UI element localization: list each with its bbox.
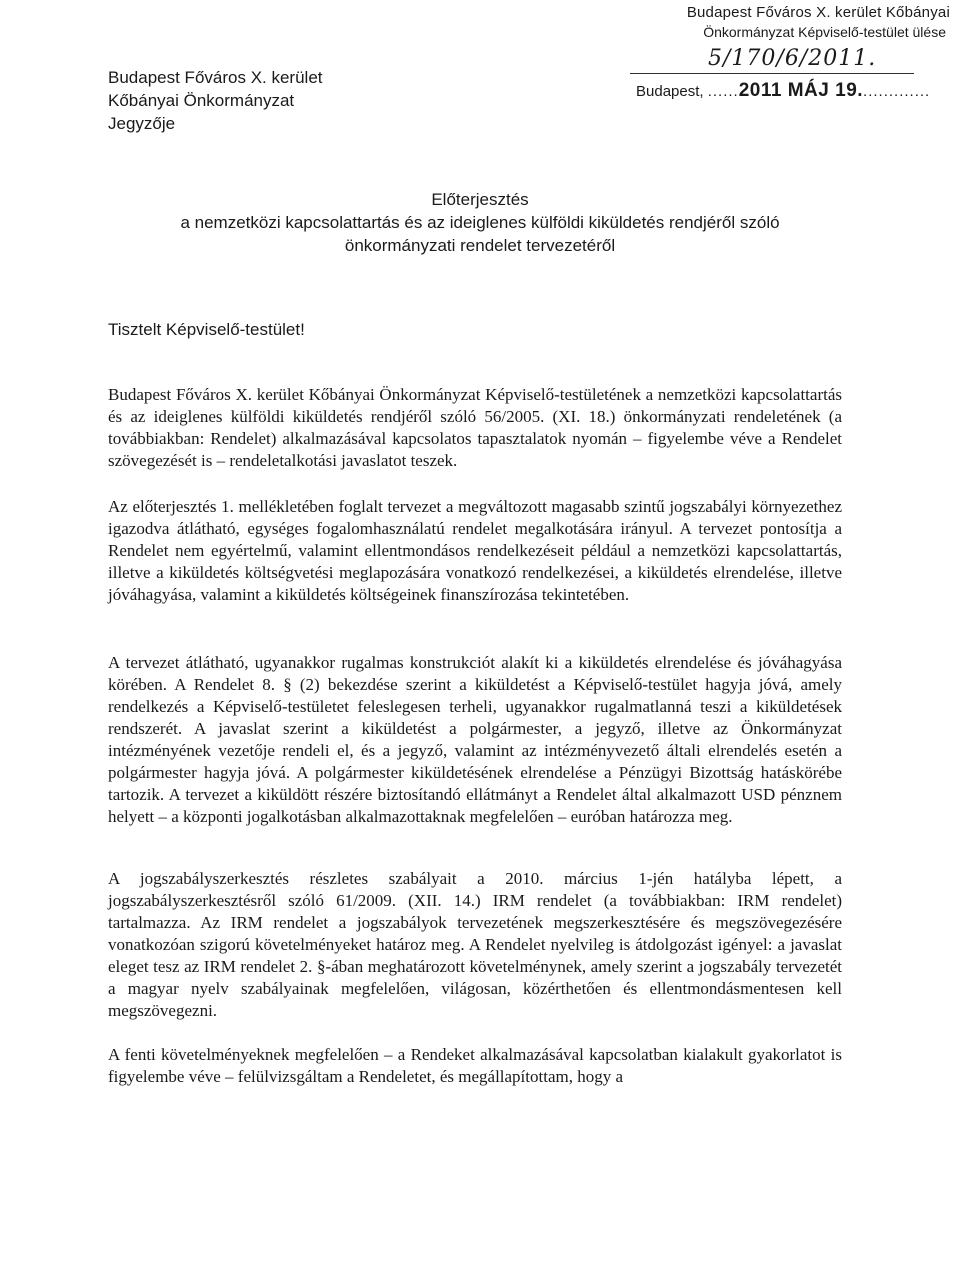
issuer-line-3: Jegyzője bbox=[108, 114, 176, 133]
document-subtitle-line-2: önkormányzati rendelet tervezetéről bbox=[344, 236, 616, 255]
body-paragraph: A fenti követelményeknek megfelelően – a Rendeket alkalmazásával kapcsolatban kialakult gyakorlatot is figyelembe véve – felülvizsgáltam a Rendeletet, és megállapítottam, hogy a bbox=[108, 1045, 842, 1086]
stamp-registration-field bbox=[630, 46, 914, 74]
issuer-block bbox=[108, 66, 428, 135]
stamp-registration-underline bbox=[630, 73, 914, 74]
stamp-date-leader: ...... bbox=[707, 83, 739, 100]
body-paragraph: Az előterjesztés 1. mellékletében foglalt tervezet a megváltozott magasabb szintű jogszabályi környezethez igazodva átlátható, egységes fogalomhasználatú rendelet megalkotására irányul. A tervezet pontosítja a Rendelet nem egyértelmű, valamint ellentmondásos rendelkezéseit például a nemzetközi kapcsolattartás, illetve a kiküldetés költségvetési meglapozására vonatkozó rendelkezései, a kiküldetés elrendelése, illetve jóváhagyása, valamint a kiküldetés költségeinek finanszírozása tekintetében. bbox=[108, 497, 842, 604]
document-subtitle-line-1: a nemzetközi kapcsolattartás és az ideiglenes külföldi kiküldetés rendjéről szóló bbox=[180, 213, 780, 232]
stamp-date-trailer: ............. bbox=[863, 83, 931, 100]
salutation: Tisztelt Képviselő-testület! bbox=[108, 320, 305, 339]
stamp-line-1: Budapest Főváros X. kerület Kőbányai bbox=[686, 4, 950, 21]
issuer-line-2: Kőbányai Önkormányzat bbox=[108, 91, 295, 110]
stamp-date: 2011 MÁJ 19. bbox=[738, 80, 864, 101]
stamp-date-prefix: Budapest, bbox=[636, 83, 708, 100]
body-paragraph: Budapest Főváros X. kerület Kőbányai Önkormányzat Képviselő-testületének a nemzetközi kapcsolattartás és az ideiglenes külföldi kiküldetés rendjéről szóló 56/2005. (XI. 18.) önkormányzati rendeletének (a továbbiakban: Rendelet) alkalmazásával kapcsolatos tapasztalatok nyomán – figyelembe véve a Rendelet szövegezését is – rendeletalkotási javaslatot teszek. bbox=[108, 385, 842, 470]
body-paragraph: A tervezet átlátható, ugyanakkor rugalmas konstrukciót alakít ki a kiküldetés elrendelése és jóváhagyása körében. A Rendelet 8. § (2) bekezdése szerint a kiküldetést a Képviselő-testület hagyja jóvá, amely rendelkezés a Képviselő-testületet feleslegesen terheli, ugyanakkor rugalmatlanná teszi a kiküldetések rendszerét. A javaslat szerint a kiküldetést a polgármester, a jegyző, illetve az Önkormányzat intézményének vezetője rendeli el, és a jegyző, valamint az intézményvezető általi elrendelés esetén a polgármester hagyja jóvá. A polgármester kiküldetésének elrendelése a Pénzügyi Bizottság hatáskörébe tartozik. A tervezet a kiküldött részére biztosítandó ellátmányt a Rendelet által alkalmazott USD pénznem helyett – a központi jogalkotásban alkalmazottaknak megfelelően – euróban határozza meg. bbox=[108, 653, 842, 826]
stamp-date-line bbox=[636, 80, 930, 102]
registration-stamp bbox=[630, 0, 956, 124]
issuer-line-1: Budapest Főváros X. kerület bbox=[108, 68, 323, 87]
document-title: Előterjesztés bbox=[431, 190, 529, 209]
stamp-line-2: Önkormányzat Képviselő-testület ülése bbox=[703, 24, 946, 40]
body-paragraph: A jogszabályszerkesztés részletes szabályait a 2010. március 1-jén hatályba lépett, a jogszabályszerkesztésről szóló 61/2009. (XII. 14.) IRM rendelet (a továbbiakban: IRM rendelet) tartalmazza. Az IRM rendelet a jogszabályok tervezetének megszerkesztésére és megszövegezésére vonatkozóan szigorú követelményeket határoz meg. A Rendelet nyelvileg is átdolgozást igényel: a javaslat eleget tesz az IRM rendelet 2. §-ában meghatározott követelménynek, amely szerint a jogszabály tervezetét a magyar nyelv szabályainak megfelelően, világosan, közérthetően és ellentmondásmentesen kell megszövegezni. bbox=[108, 869, 842, 1020]
stamp-registration-number: 5/170/6/2011. bbox=[708, 46, 877, 71]
